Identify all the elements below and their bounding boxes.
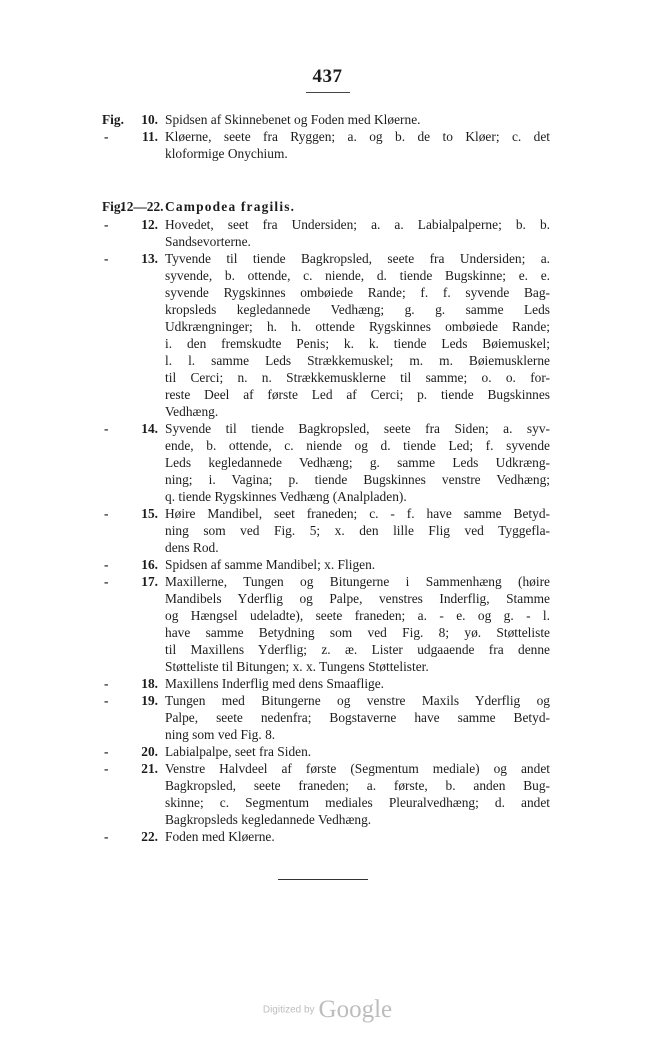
caption-line: Palpe, seete nedenfra; Bogstaverne have samme Betyd- [165,710,550,725]
figure-caption [165,692,550,743]
caption-line: kropsleds kegledannede Vedhæng; g. g. samme Leds [165,302,550,317]
figure-entry [0,743,655,760]
caption-line: Tyvende til tiende Bagkropsled, seete fra Undersiden; a. [165,251,550,266]
caption-line: q. tiende Rygskinnes Vedhæng (Analpladen). [165,489,407,504]
figure-entry [0,556,655,573]
caption-line: Venstre Halvdeel af første (Segmentum mediale) og andet [165,761,550,776]
caption-line: Vedhæng. [165,404,219,419]
figure-list-a [0,111,655,162]
figure-caption [165,743,550,760]
figure-label: - [104,251,109,266]
section-title: Campodea fragilis. [165,199,296,214]
figure-label: - [104,693,109,708]
watermark-prefix: Digitized by [262,1004,315,1016]
figure-label: - [104,557,109,572]
caption-line: Kløerne, seete fra Ryggen; a. og b. de to Kløer; c. det [165,129,550,144]
figure-entry [0,760,655,828]
caption-line: og Hængsel udeladte), seete franeden; a. - e. og g. - l. [165,608,550,623]
caption-line: reste Deel af første Led af Cerci; p. tiende Bugskinnes [165,387,550,402]
caption-line: ning som ved Fig. 8. [165,727,276,742]
heading-fig-range: 12—22. [120,199,164,214]
figure-number: 14. [141,421,158,436]
caption-line: syvende Rygskinnes ombøiede Rande; f. f. syvende Bag- [165,285,550,300]
figure-label: - [104,506,109,521]
figure-caption [165,128,550,162]
figure-entry [0,216,655,250]
caption-line: Maxillens Inderflig med dens Smaaflige. [165,676,385,691]
figure-label: - [104,217,109,232]
caption-line: kloformige Onychium. [165,146,288,161]
figure-entry [0,250,655,420]
caption-line: ning som ved Fig. 5; x. den lille Flig ved Tyggefla- [165,523,550,538]
page-number-rule [306,92,350,93]
caption-line: dens Rod. [165,540,219,555]
caption-line: Syvende til tiende Bagkropsled, seete fra Siden; a. syv- [165,421,550,436]
figure-number: 20. [141,744,158,759]
caption-line: Høire Mandibel, seet franeden; c. - f. have samme Betyd- [165,506,550,521]
caption-line: have samme Betydning som ved Fig. 8; yø. Støtteliste [165,625,550,640]
caption-line: ning; i. Vagina; p. tiende Bugskinnes venstre Vedhæng; [165,472,550,487]
figure-label: Fig. [102,112,124,127]
figure-caption [165,250,550,420]
caption-line: Bagkropsled, seete franeden; a. første, b. anden Bug- [165,778,550,793]
figure-entry [0,675,655,692]
caption-line: Spidsen af samme Mandibel; x. Fligen. [165,557,376,572]
figure-label: - [104,421,109,436]
end-rule [278,879,368,880]
caption-line: til Cerci; n. n. Strækkemusklerne til samme; o. o. for- [165,370,550,385]
figure-number: 16. [141,557,158,572]
caption-line: Udkrængninger; h. h. ottende Rygskinnes ombøiede Rande; [165,319,550,334]
caption-line: Tungen med Bitungerne og venstre Maxils Yderflig og [165,693,550,708]
caption-line: skinne; c. Segmentum mediales Pleuralvedhæng; d. andet [165,795,550,810]
figure-label: - [104,129,109,144]
figure-entry [0,828,655,845]
figure-number: 15. [141,506,158,521]
caption-line: Sandsevorterne. [165,234,251,249]
caption-line: Labialpalpe, seet fra Siden. [165,744,312,759]
figure-number: 10. [141,112,158,127]
figure-caption [165,216,550,250]
figure-number: 21. [141,761,158,776]
figure-entry [0,111,655,128]
caption-line: Mandibels Yderflig og Palpe, venstres Inderflig, Stamme [165,591,550,606]
figure-caption [165,556,550,573]
figure-entry [0,505,655,556]
figure-number: 18. [141,676,158,691]
figure-list-b [0,216,655,845]
digitized-watermark [0,996,655,1024]
figure-number: 12. [141,217,158,232]
caption-line: i. den fremskudte Penis; k. k. tiende Leds Bøiemuskel; [165,336,550,351]
figure-number: 19. [141,693,158,708]
figure-number: 22. [141,829,158,844]
figure-caption [165,573,550,675]
figure-caption [165,675,550,692]
caption-line: l. l. samme Leds Strækkemuskel; m. m. Bøiemusklerne [165,353,550,368]
figure-caption [165,828,550,845]
figure-caption [165,760,550,828]
google-logo: Google [318,996,393,1023]
caption-line: Hovedet, seet fra Undersiden; a. a. Labialpalperne; b. b. [165,217,550,232]
figure-label: - [104,761,109,776]
figure-number: 11. [142,129,158,144]
caption-line: Spidsen af Skinnebenet og Foden med Kløerne. [165,112,421,127]
figure-label: - [104,744,109,759]
figure-number: 13. [141,251,158,266]
figure-entry [0,420,655,505]
figure-caption [165,420,550,505]
caption-line: Maxillerne, Tungen og Bitungerne i Sammenhæng (høire [165,574,550,589]
page-number: 437 [312,66,343,87]
figure-number: 17. [141,574,158,589]
caption-line: til Maxillens Yderflig; z. æ. Lister udgaaende fra denne [165,642,550,657]
figure-entry [0,692,655,743]
figure-entry [0,573,655,675]
caption-line: syvende, b. ottende, c. niende, d. tiende Bugskinne; e. e. [165,268,550,283]
figure-entry [0,128,655,162]
caption-line: Foden med Kløerne. [165,829,275,844]
figure-label: - [104,574,109,589]
figure-caption [165,505,550,556]
caption-line: ende, b. ottende, c. niende og d. tiende Led; f. syvende [165,438,550,453]
figure-caption [165,111,550,128]
caption-line: Leds kegledannede Vedhæng; g. samme Leds Udkræng- [165,455,550,470]
figure-label: - [104,676,109,691]
figure-label: - [104,829,109,844]
caption-line: Bagkropsleds kegledannede Vedhæng. [165,812,372,827]
section-heading [0,198,655,215]
heading-fig-label: Fig. [102,199,124,214]
caption-line: Støtteliste til Bitungen; x. x. Tungens Støttelister. [165,659,429,674]
